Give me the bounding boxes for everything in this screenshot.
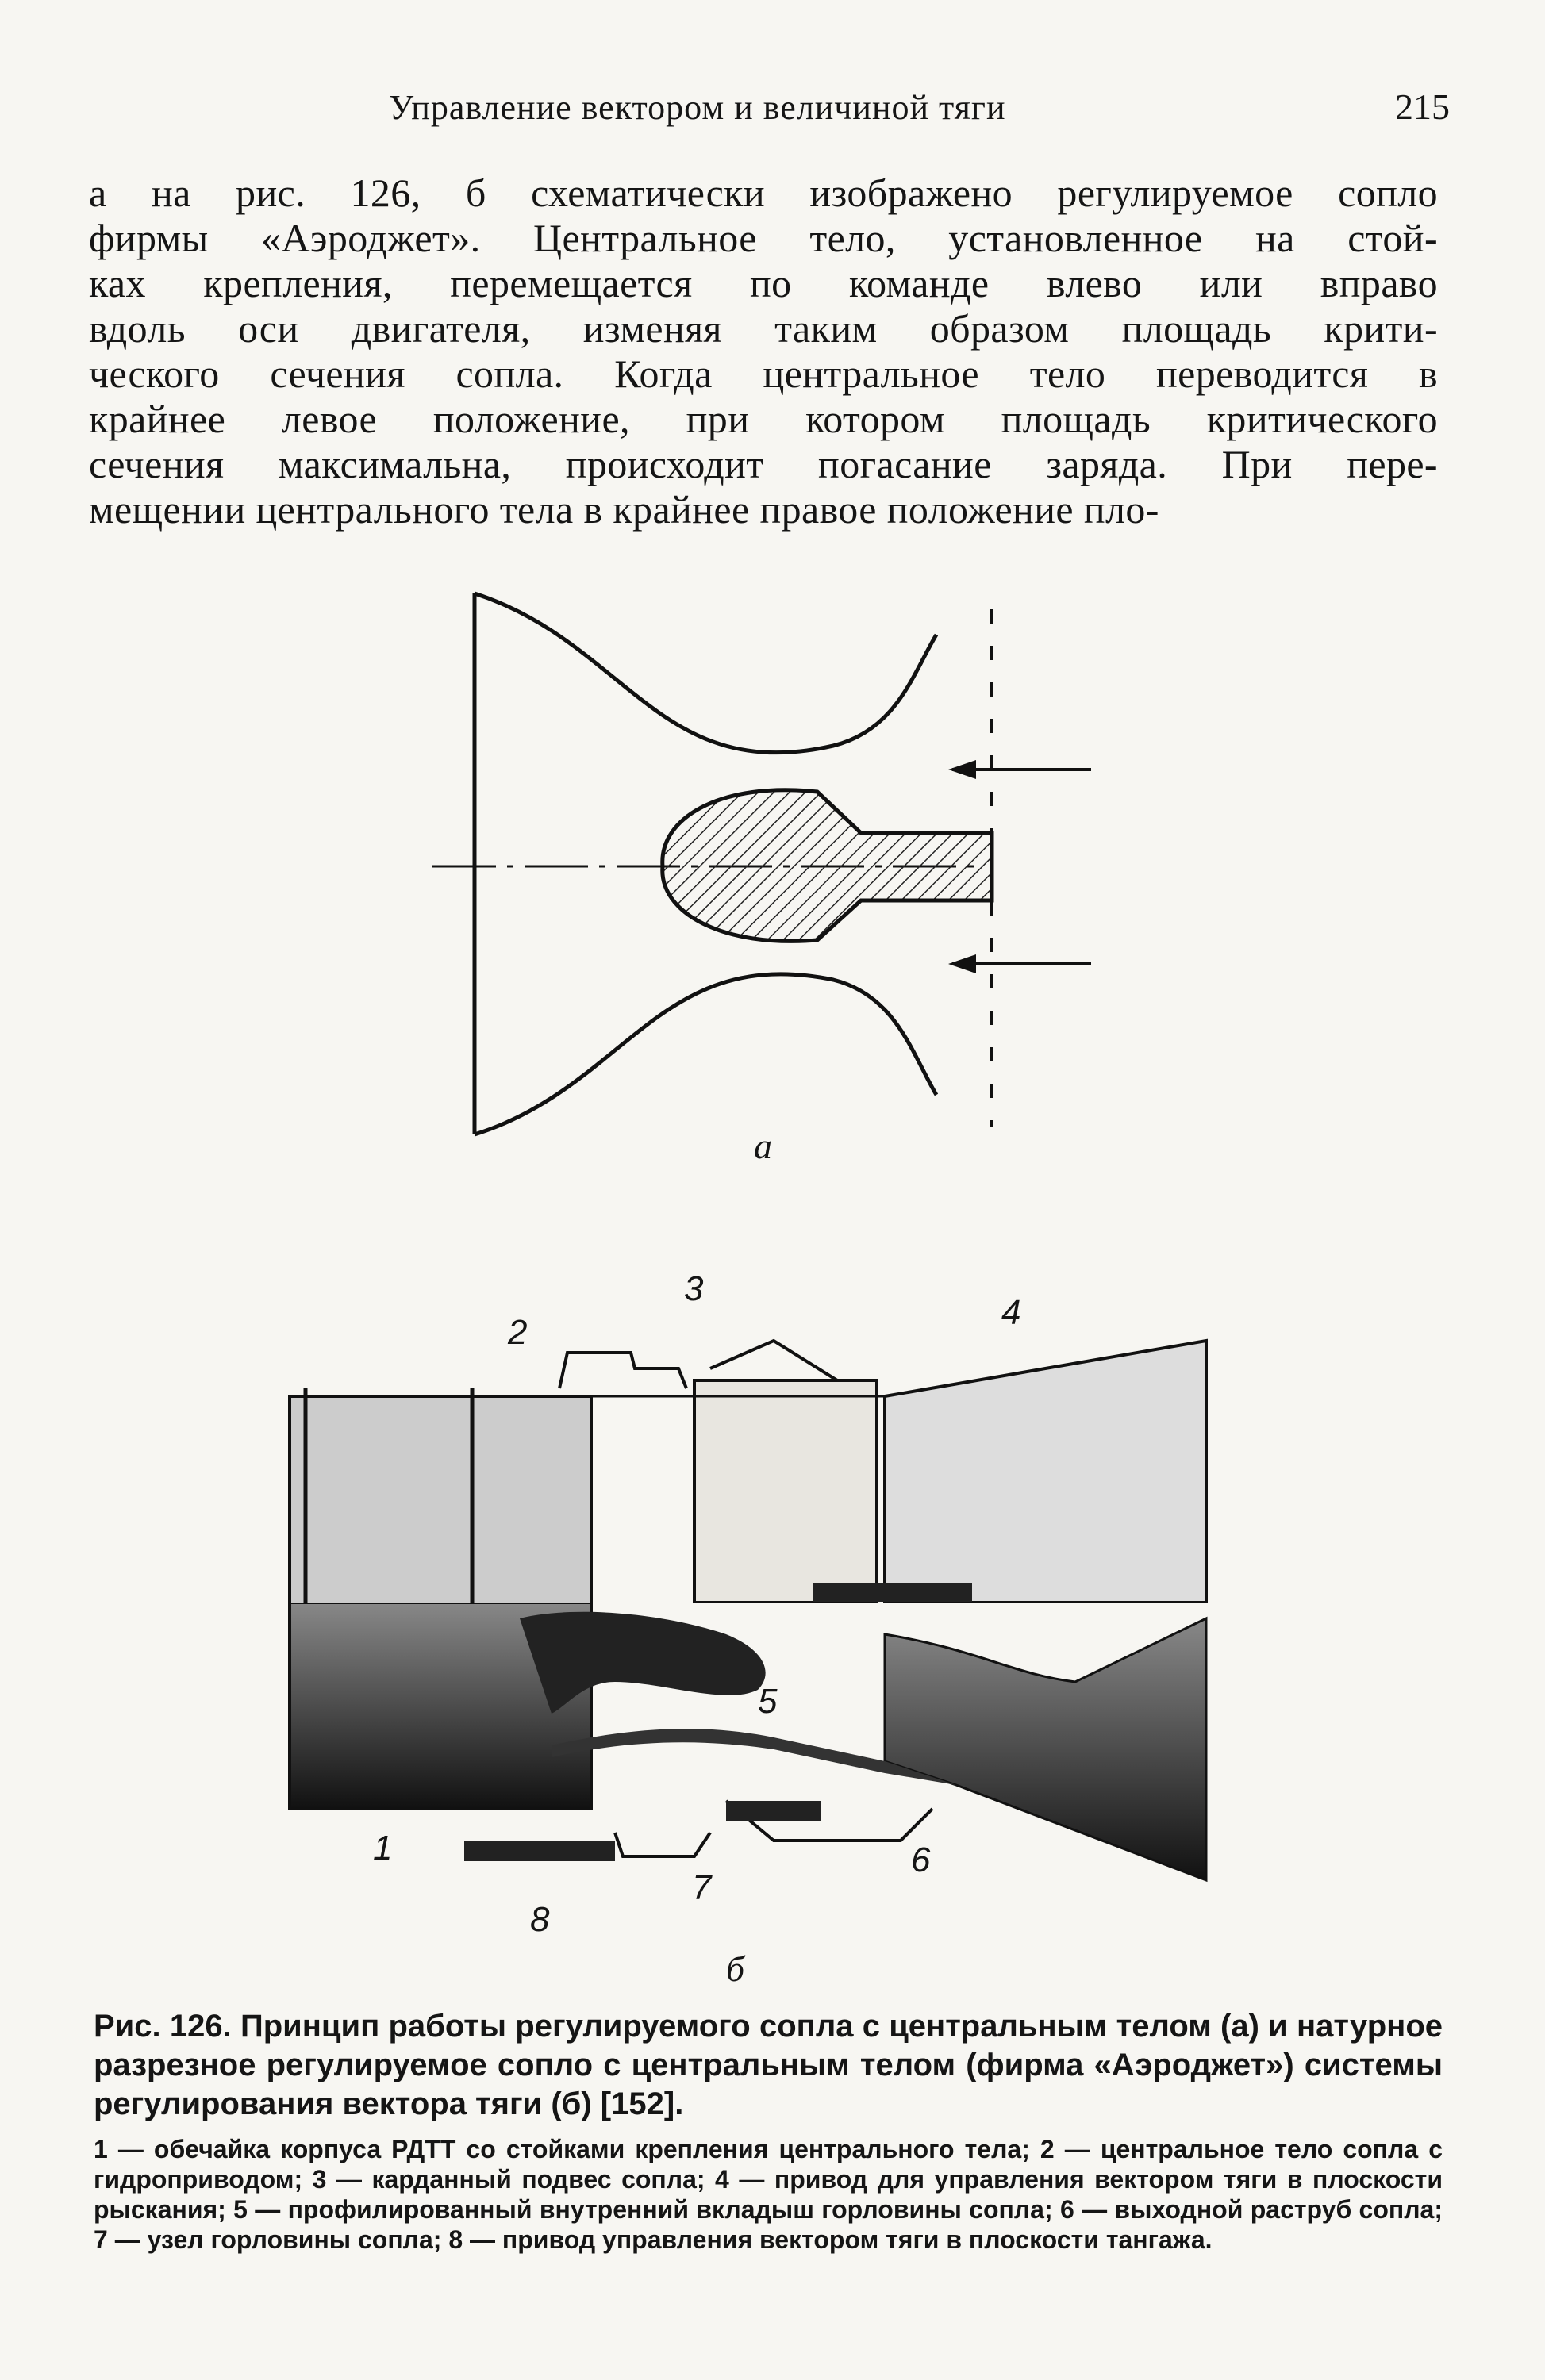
body-line: ческого сечения сопла. Когда центральное тело переводится в	[89, 351, 1438, 396]
figure-b-label: б	[726, 1948, 745, 1989]
figure-legend: 1 — обечайка корпуса РДТТ со стойками крепления центрального тела; 2 — центральное тело сопла с гидроприводом; 3 — карданный подвес сопла; 4 — привод для управления вектором тяги в плоскости рыскания; 5 — профилированный внутренний вкладыш горловины сопла; 6 — выходной раструб сопла; 7 — узел горловины сопла; 8 — привод управления вектором тяги в плоскости тангажа.	[94, 2135, 1443, 2254]
callout-3: 3	[684, 1269, 704, 1308]
central-body	[663, 790, 992, 942]
body-line: мещении центрального тела в крайнее правое положение пло-	[89, 487, 1159, 532]
body-line: фирмы «Аэроджет». Центральное тело, установленное на стой-	[89, 216, 1438, 260]
body-line: вдоль оси двигателя, изменяя таким образом площадь крити-	[89, 306, 1438, 351]
nozzle-upper-contour	[475, 593, 936, 753]
running-title: Управление вектором и величиной тяги	[389, 88, 1006, 127]
page-number: 215	[1395, 86, 1450, 127]
callout-5: 5	[758, 1682, 778, 1721]
exit-cone-lower	[885, 1618, 1206, 1880]
nozzle-lower-contour	[475, 974, 936, 1134]
pitch-actuator	[464, 1841, 615, 1861]
body-line: крайнее левое положение, при котором площадь критического	[89, 397, 1438, 441]
callout-6: 6	[911, 1841, 931, 1879]
callout-4: 4	[1001, 1293, 1021, 1332]
yaw-actuator	[813, 1583, 972, 1602]
figure-b-cutaway-nozzle	[282, 1301, 1274, 1603]
gimbal-housing	[694, 1380, 877, 1603]
callout-1: 1	[373, 1829, 393, 1868]
arrow-lower	[948, 954, 1091, 973]
central-body-cutaway	[520, 1612, 766, 1714]
case-shell	[290, 1396, 591, 1603]
figure-a-nozzle-schematic	[421, 579, 1103, 1150]
body-line: сечения максимальна, происходит погасание заряда. При пере-	[89, 442, 1438, 486]
body-line: ках крепления, перемещается по команде влево или вправо	[89, 261, 1438, 305]
body-line: а на рис. 126, б схематически изображено регулируемое сопло	[89, 171, 1438, 215]
figure-a-label: а	[754, 1126, 772, 1166]
body-paragraph	[89, 171, 1438, 532]
exit-cone	[885, 1341, 1206, 1603]
callout-8: 8	[530, 1900, 550, 1939]
callout-7: 7	[692, 1868, 712, 1907]
figure-caption: Рис. 126. Принцип работы регулируемого сопла с центральным телом (а) и натурное разрезное регулируемое сопло с центральным телом (фирма «Аэроджет») системы регулирования вектора тяги (б) [152].	[94, 2009, 1443, 2121]
arrow-upper	[948, 760, 1091, 779]
callout-2: 2	[508, 1313, 528, 1352]
figure-b-lower-half	[282, 1603, 1274, 1896]
